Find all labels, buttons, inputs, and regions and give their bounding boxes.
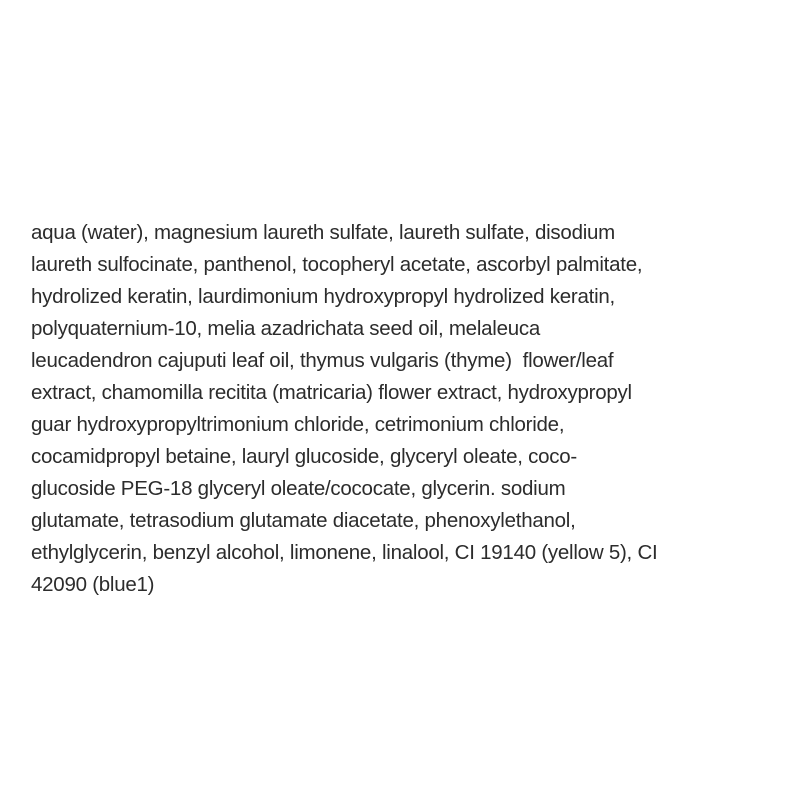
ingredients-line: guar hydroxypropyltrimonium chloride, cetrimonium chloride, <box>31 413 565 436</box>
ingredients-list <box>31 217 771 601</box>
ingredients-line: extract, chamomilla recitita (matricaria) flower extract, hydroxypropyl <box>31 381 632 404</box>
ingredients-line: glucoside PEG-18 glyceryl oleate/cococate, glycerin. sodium <box>31 477 566 500</box>
ingredients-line: 42090 (blue1) <box>31 573 155 596</box>
ingredients-line: glutamate, tetrasodium glutamate diacetate, phenoxylethanol, <box>31 509 576 532</box>
ingredients-line: polyquaternium-10, melia azadrichata seed oil, melaleuca <box>31 317 541 340</box>
ingredients-line: laureth sulfocinate, panthenol, tocopheryl acetate, ascorbyl palmitate, <box>31 253 643 276</box>
ingredients-line: cocamidpropyl betaine, lauryl glucoside, glyceryl oleate, coco- <box>31 445 578 468</box>
ingredients-line: ethylglycerin, benzyl alcohol, limonene, linalool, CI 19140 (yellow 5), CI <box>31 541 658 564</box>
ingredients-line: hydrolized keratin, laurdimonium hydroxypropyl hydrolized keratin, <box>31 285 615 308</box>
ingredients-line: aqua (water), magnesium laureth sulfate, laureth sulfate, disodium <box>31 221 616 244</box>
ingredients-line: leucadendron cajuputi leaf oil, thymus vulgaris (thyme) flower/leaf <box>31 349 614 372</box>
